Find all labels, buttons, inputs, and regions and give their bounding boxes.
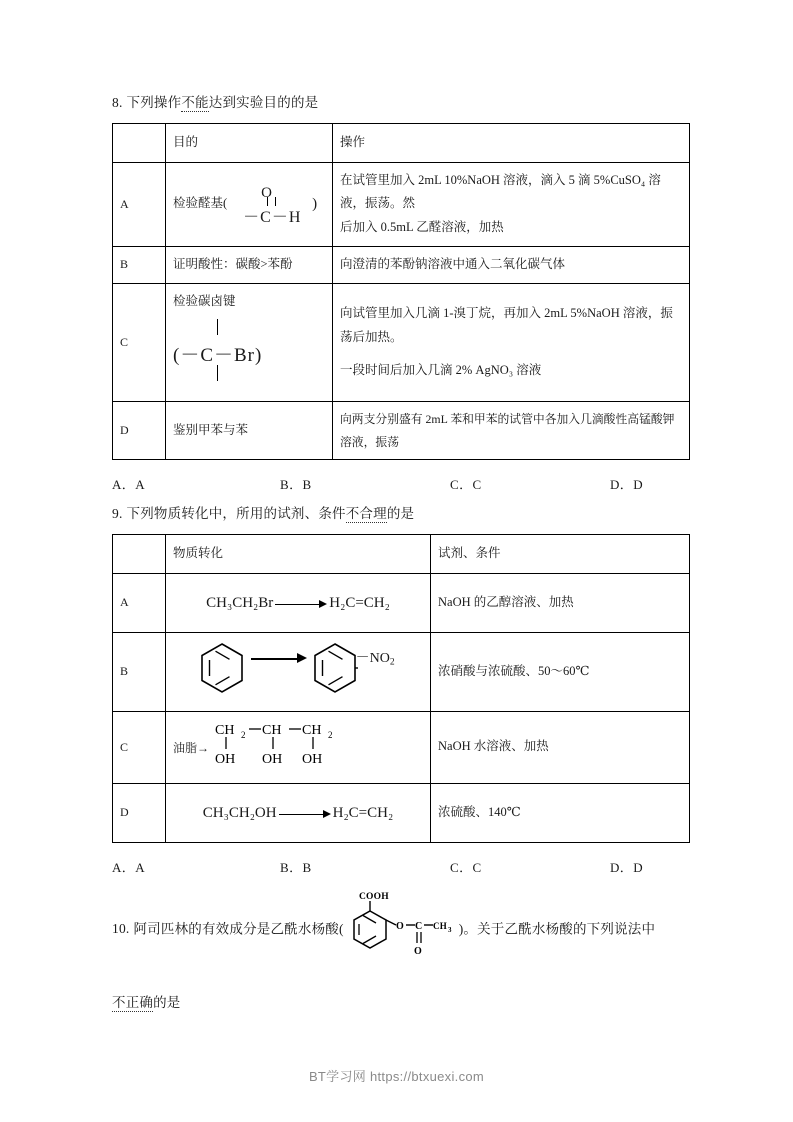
question-8-stem: [112, 92, 690, 114]
acetylsalicylic-acid-structure-icon: [344, 892, 459, 965]
aldehyde-close-paren: ): [312, 196, 318, 213]
header-cell-blank: [113, 534, 166, 573]
row-c-purpose: [166, 283, 333, 402]
option-c[interactable]: C．C: [450, 859, 482, 875]
svg-text:2: 2: [328, 729, 333, 740]
question-9-options: [112, 857, 690, 876]
row-letter-d: D: [113, 402, 166, 460]
table-row: [113, 246, 690, 283]
svg-text:COOH: COOH: [358, 891, 389, 902]
question-9-stem-prefix: 下列物质转化中，所用的试剂、条件: [126, 506, 346, 522]
aldehyde-oxygen-label: O: [261, 185, 273, 202]
question-8-number: 8.: [112, 95, 123, 110]
row-a-operation-line2: 后加入 0.5mL 乙醛溶液，加热: [340, 220, 504, 235]
option-a[interactable]: A．A: [112, 477, 145, 493]
row-c-operation-line2: 一段时间后加入几滴 2% AgNO₃ 溶液: [340, 363, 542, 378]
question-9-number: 9.: [112, 506, 123, 522]
header-cell-reagent: 试剂、条件: [431, 534, 690, 573]
row-b-purpose: 证明酸性：碳酸>苯酚: [166, 246, 333, 283]
carbon-halogen-structure: [173, 317, 293, 387]
svg-text:C: C: [414, 920, 423, 932]
nitro-group-label: $-NO_2$: [355, 650, 395, 667]
question-8-stem-suffix: 达到实验目的的是: [208, 95, 319, 110]
table-header-row: [113, 534, 690, 573]
header-cell-purpose: 目的: [166, 123, 333, 162]
row-a-conversion: [166, 573, 431, 632]
question-10-stem-part1: 阿司匹林的有效成分是乙酰水杨酸(: [133, 921, 344, 937]
table-row: [113, 632, 690, 711]
row-a-product: H₂C=CH₂: [329, 594, 390, 611]
question-8-options: [112, 474, 690, 493]
table-row: [113, 402, 690, 460]
reaction-arrow-icon: [275, 599, 327, 609]
svg-text:OH: OH: [302, 751, 323, 767]
header-cell-conversion: 物质转化: [166, 534, 431, 573]
row-b-operation: 向澄清的苯酚钠溶液中通入二氧化碳气体: [333, 246, 690, 283]
option-c[interactable]: C．C: [450, 477, 482, 493]
row-letter-c: C: [113, 283, 166, 402]
glycerol-structure-icon: [209, 718, 344, 777]
question-9-stem-suffix: 的是: [386, 506, 415, 522]
row-c-purpose-text: 检验碳卤键: [173, 293, 236, 308]
row-d-purpose: 鉴别甲苯与苯: [166, 402, 333, 460]
question-9-stem: [112, 503, 690, 525]
row-letter-b: B: [113, 246, 166, 283]
page-content: [112, 92, 690, 1023]
aldehyde-base-label: －C－H: [243, 209, 302, 227]
row-d-conversion: [166, 783, 431, 842]
row-letter-d: D: [113, 783, 166, 842]
question-9-stem-emphasis: 不合理: [345, 506, 387, 522]
row-b-reagent: 浓硝酸与浓硫酸、50～60℃: [431, 632, 690, 711]
site-watermark: BT学习网 https://btxuexi.com: [308, 1069, 485, 1084]
row-b-conversion: [166, 632, 431, 711]
option-d[interactable]: D．D: [610, 859, 643, 875]
row-c-reactant-label: 油脂→: [173, 741, 210, 755]
row-d-reagent: 浓硫酸、140℃: [431, 783, 690, 842]
svg-text:3: 3: [447, 925, 452, 934]
row-letter-a: A: [113, 162, 166, 246]
svg-text:CH: CH: [302, 722, 322, 738]
table-header-row: [113, 123, 690, 162]
question-10-stem-line2-suffix: 的是: [153, 995, 181, 1011]
aldehyde-group-structure: [227, 183, 319, 225]
row-c-operation: [333, 283, 690, 402]
svg-text:2: 2: [241, 729, 246, 740]
row-a-operation: [333, 162, 690, 246]
svg-text:OH: OH: [215, 751, 236, 767]
question-10-number: 10.: [112, 921, 130, 937]
question-10-stem: [112, 891, 690, 967]
option-b[interactable]: B．B: [280, 859, 312, 875]
question-9-table: [112, 534, 690, 843]
option-a[interactable]: A．A: [112, 859, 145, 875]
row-a-purpose: [166, 162, 333, 246]
svg-text:O: O: [413, 945, 422, 957]
row-a-reactant: CH₃CH₂Br: [206, 594, 274, 611]
svg-text:OH: OH: [262, 751, 283, 767]
question-8-table: [112, 123, 690, 460]
row-c-conversion: [166, 711, 431, 783]
option-b[interactable]: B．B: [280, 477, 312, 493]
row-d-product: H₂C=CH₂: [332, 804, 394, 821]
row-a-purpose-text: 检验醛基(: [173, 196, 228, 211]
row-d-reactant: CH₃CH₂OH: [202, 804, 277, 821]
table-row: [113, 162, 690, 246]
svg-text:CH: CH: [262, 722, 282, 738]
svg-text:CH: CH: [215, 722, 235, 738]
row-letter-c: C: [113, 711, 166, 783]
table-row: [113, 783, 690, 842]
table-row: [113, 283, 690, 402]
svg-text:CH: CH: [432, 920, 447, 931]
question-10-stem-emphasis: 不正确: [112, 995, 154, 1011]
reaction-arrow-icon: [279, 809, 331, 819]
question-10-stem-line2: [112, 992, 690, 1014]
row-a-reagent: NaOH 的乙醇溶液、加热: [431, 573, 690, 632]
table-row: [113, 711, 690, 783]
row-c-reagent: NaOH 水溶液、加热: [431, 711, 690, 783]
question-8-stem-emphasis: 不能: [181, 95, 209, 110]
row-letter-b: B: [113, 632, 166, 711]
question-8-stem-prefix: 下列操作: [126, 95, 182, 110]
row-c-operation-line1: 向试管里加入几滴 1-溴丁烷，再加入 2mL 5%NaOH 溶液，振荡后加热。: [340, 305, 673, 344]
row-letter-a: A: [113, 573, 166, 632]
bond-line-bottom-icon: [217, 365, 218, 381]
benzene-ring-nitro-icon: [312, 642, 358, 702]
benzene-ring-icon: [199, 642, 245, 702]
option-d[interactable]: D．D: [610, 477, 643, 493]
question-10-stem-part2: )。关于乙酰水杨酸的下列说法中: [458, 921, 656, 937]
header-cell-operation: 操作: [333, 123, 690, 162]
table-row: [113, 573, 690, 632]
row-d-operation: 向两支分别盛有 2mL 苯和甲苯的试管中各加入几滴酸性高锰酸钾溶液，振荡: [333, 402, 690, 460]
row-a-operation-line1: 在试管里加入 2mL 10%NaOH 溶液，滴入 5 滴 5%CuSO₄ 溶液，振荡。然: [340, 172, 661, 211]
svg-text:O: O: [395, 920, 404, 932]
reaction-arrow-icon: [251, 653, 307, 663]
bond-line-top-icon: [217, 319, 218, 335]
carbon-bromine-label: (－C－Br): [173, 345, 263, 367]
header-cell-blank: [113, 123, 166, 162]
